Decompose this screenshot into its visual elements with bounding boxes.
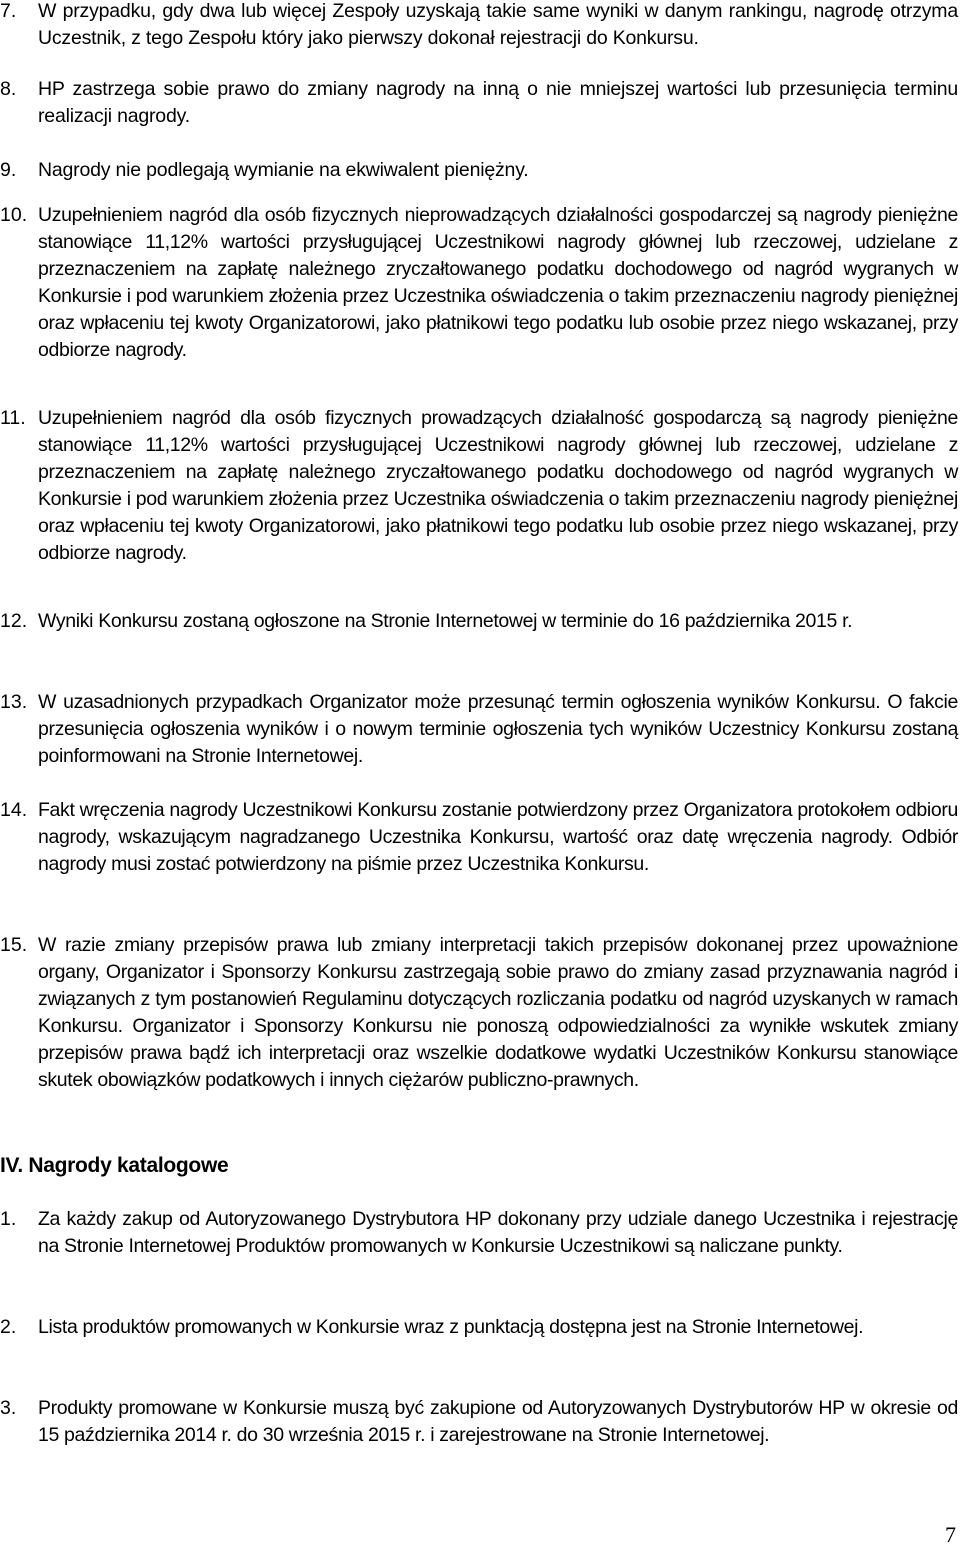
list-item [0, 689, 958, 770]
list-item [0, 76, 958, 130]
item-text: Za każdy zakup od Autoryzowanego Dystrybutora HP dokonany przy udziale danego Uczestnika i rejestrację na Stronie Internetowej Produktów promowanych w Konkursie Uczestnikowi są naliczane punkty. [38, 1208, 958, 1257]
section-heading: IV. Nagrody katalogowe [0, 1154, 229, 1177]
item-text: W razie zmiany przepisów prawa lub zmiany interpretacji takich przepisów dokonanej przez upoważnione organy, Organizator i Sponsorzy Konkursu zastrzegają sobie prawo do zmiany zasad przyznawania nagród i związanych z tym postanowień Regulaminu dotyczących rozliczania podatku od nagród uzyskanych w ramach Konkursu. Organizator i Sponsorzy Konkursu nie ponoszą odpowiedzialności za wynikłe wskutek zmiany przepisów prawa bądź ich interpretacji oraz wszelkie dodatkowe wydatki Uczestników Konkursu stanowiące skutek obowiązków podatkowych i innych ciężarów publiczno-prawnych. [38, 934, 958, 1091]
item-number: 10. [0, 204, 28, 226]
item-number: 14. [0, 799, 28, 821]
item-text: Uzupełnieniem nagród dla osób fizycznych prowadzących działalność gospodarczą są nagrody pieniężne stanowiące 11,12% wartości przysługującej Uczestnikowi nagrody głównej lub rzeczowej, udzielane z przeznaczeniem na zapłatę należnego zryczałtowanego podatku dochodowego od nagród wygranych w Konkursie i pod warunkiem złożenia przez Uczestnika oświadczenia o takim przeznaczeniu nagrody pieniężnej oraz wpłaceniu tej kwoty Organizatorowi, jako płatnikowi tego podatku lub osobie przez niego wskazanej, przy odbiorze nagrody. [38, 407, 958, 564]
item-number: 3. [0, 1397, 17, 1419]
list-item [0, 608, 958, 635]
item-number: 9. [0, 159, 17, 181]
item-text: Produkty promowane w Konkursie muszą być zakupione od Autoryzowanych Dystrybutorów HP w okresie od 15 października 2014 r. do 30 września 2015 r. i zarejestrowane na Stronie Internetowej. [38, 1397, 958, 1446]
item-number: 2. [0, 1316, 17, 1338]
page-number: 7 [945, 1522, 956, 1547]
list-item [0, 157, 958, 184]
list-item [0, 1206, 958, 1260]
item-number: 8. [0, 78, 17, 100]
item-text: Fakt wręczenia nagrody Uczestnikowi Konkursu zostanie potwierdzony przez Organizatora protokołem odbioru nagrody, wskazującym nagradzanego Uczestnika Konkursu, wartość oraz datę wręczenia nagrody. Odbiór nagrody musi zostać potwierdzony na piśmie przez Uczestnika Konkursu. [38, 799, 958, 875]
item-text: HP zastrzega sobie prawo do zmiany nagrody na inną o nie mniejszej wartości lub przesunięcia terminu realizacji nagrody. [38, 78, 958, 127]
list-item [0, 932, 958, 1094]
item-number: 12. [0, 610, 28, 632]
item-text: Lista produktów promowanych w Konkursie wraz z punktacją dostępna jest na Stronie Internetowej. [38, 1316, 864, 1338]
item-number: 13. [0, 691, 28, 713]
list-item [0, 405, 958, 567]
list-item [0, 1395, 958, 1449]
item-number: 7. [0, 0, 17, 22]
item-text: W uzasadnionych przypadkach Organizator może przesunąć termin ogłoszenia wyników Konkursu. O fakcie przesunięcia ogłoszenia wyników i o nowym terminie ogłoszenia tych wyników Uczestnicy Konkursu zostaną poinformowani na Stronie Internetowej. [38, 691, 958, 767]
item-number: 1. [0, 1208, 17, 1230]
item-text: Wyniki Konkursu zostaną ogłoszone na Stronie Internetowej w terminie do 16 października 2015 r. [38, 610, 853, 632]
item-text: Uzupełnieniem nagród dla osób fizycznych nieprowadzących działalności gospodarczej są nagrody pieniężne stanowiące 11,12% wartości przysługującej Uczestnikowi nagrody głównej lub rzeczowej, udzielane z przeznaczeniem na zapłatę należnego zryczałtowanego podatku dochodowego od nagród wygranych w Konkursie i pod warunkiem złożenia przez Uczestnika oświadczenia o takim przeznaczeniu nagrody pieniężnej oraz wpłaceniu tej kwoty Organizatorowi, jako płatnikowi tego podatku lub osobie przez niego wskazanej, przy odbiorze nagrody. [38, 204, 958, 361]
item-text: Nagrody nie podlegają wymianie na ekwiwalent pieniężny. [38, 159, 529, 181]
list-item [0, 797, 958, 878]
list-item [0, 202, 958, 364]
item-number: 15. [0, 934, 28, 956]
list-item [0, 1314, 958, 1341]
list-item [0, 0, 958, 52]
item-text: W przypadku, gdy dwa lub więcej Zespoły uzyskają takie same wyniki w danym rankingu, nagrodę otrzyma Uczestnik, z tego Zespołu który jako pierwszy dokonał rejestracji do Konkursu. [38, 0, 958, 49]
item-number: 11. [0, 407, 26, 429]
